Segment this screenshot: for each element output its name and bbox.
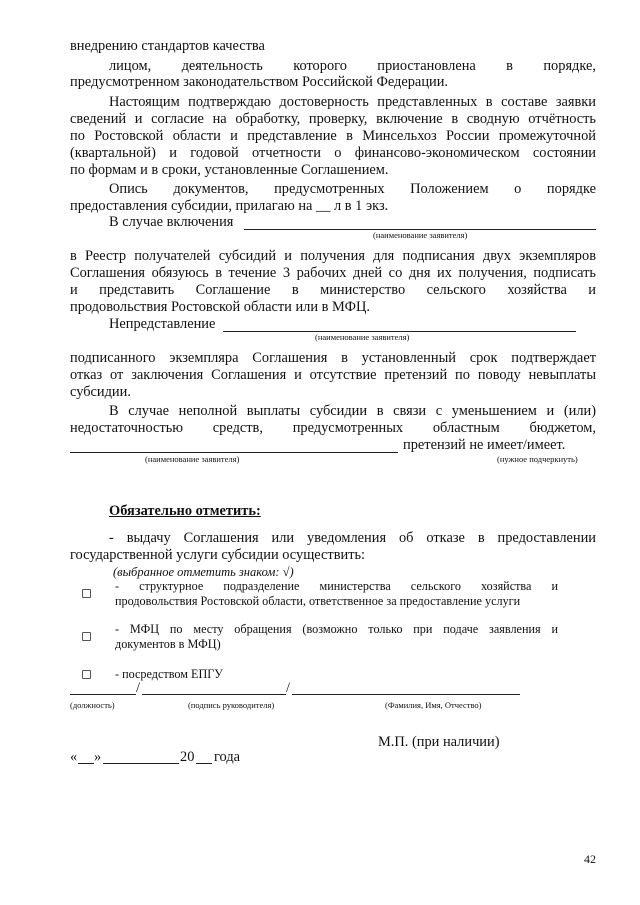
date-year-field[interactable] xyxy=(196,763,212,764)
text-line: продовольствия Ростовской области или в МФЦ. xyxy=(70,299,371,315)
text-line: Непредставление xyxy=(109,316,216,332)
text-line: по Ростовской области и представление в Минсельхоз России промежуточной xyxy=(70,128,596,144)
date-month-field[interactable] xyxy=(103,763,179,764)
section-heading: Обязательно отметить: xyxy=(109,503,261,519)
date-day-field[interactable] xyxy=(78,763,94,764)
separator: / xyxy=(286,680,290,696)
text-line: в Реестр получателей субсидий и получения для подписания двух экземпляров xyxy=(70,248,596,264)
text-line: (квартальной) и годовой отчетности о финансово-экономическом состоянии xyxy=(70,145,596,161)
text-line: Опись документов, предусмотренных Положением о порядке xyxy=(109,181,596,197)
date-year-word: года xyxy=(214,749,241,765)
text-line: предусмотренном законодательством Российской Федерации. xyxy=(70,74,449,90)
field-caption: (Фамилия, Имя, Отчество) xyxy=(385,700,482,710)
text-line: Соглашения обязуюсь в течение 3 рабочих дней со дня их получения, подписать xyxy=(70,265,596,281)
text-line: В случае включения xyxy=(109,214,234,230)
text-line: сведений и согласие на обработку, проверку, включение в сводную отчётность xyxy=(70,111,596,127)
position-field[interactable] xyxy=(70,694,136,695)
text-line: недостаточностью средств, предусмотренных областным бюджетом, xyxy=(70,420,596,436)
field-caption: (наименование заявителя) xyxy=(145,454,240,464)
text-line: государственной услуги субсидии осуществить: xyxy=(70,547,366,563)
page-number: 42 xyxy=(584,852,596,866)
option-label: продовольствия Ростовской области, ответственное за предоставление услуги xyxy=(115,594,521,608)
stamp-label: М.П. (при наличии) xyxy=(378,734,500,750)
text-line: Настоящим подтверждаю достоверность представленных в составе заявки xyxy=(109,94,596,110)
checkbox-structural-unit[interactable] xyxy=(82,589,91,598)
text-line: претензий не имеет/имеет. xyxy=(403,437,566,453)
option-label: - структурное подразделение министерства сельского хозяйства и xyxy=(115,579,558,593)
separator: / xyxy=(136,680,140,696)
text-line: В случае неполной выплаты субсидии в связи с уменьшением и (или) xyxy=(109,403,596,419)
date-century: 20 xyxy=(180,749,195,765)
option-label: - посредством ЕПГУ xyxy=(115,667,223,681)
checkbox-epgu[interactable] xyxy=(82,670,91,679)
text-line: предоставления субсидии, прилагаю на __ л в 1 экз. xyxy=(70,198,389,214)
field-caption: (подпись руководителя) xyxy=(188,700,275,710)
field-caption: (наименование заявителя) xyxy=(373,230,468,240)
date-quote-close: » xyxy=(94,749,102,765)
field-caption: (нужное подчеркнуть) xyxy=(497,454,578,464)
checkbox-mfc[interactable] xyxy=(82,632,91,641)
text-line: подписанного экземпляра Соглашения в установленный срок подтверждает xyxy=(70,350,596,366)
text-line: внедрению стандартов качества xyxy=(70,38,265,54)
applicant-name-field[interactable] xyxy=(70,452,398,453)
option-label: документов в МФЦ) xyxy=(115,637,221,651)
text-line: и представить Соглашение в министерство сельского хозяйства и xyxy=(70,282,596,298)
text-line: лицом, деятельность которого приостановлена в порядке, xyxy=(109,58,596,74)
full-name-field[interactable] xyxy=(292,694,520,695)
text-line: субсидии. xyxy=(70,384,131,400)
date-quote-open: « xyxy=(70,749,78,765)
option-label: - МФЦ по месту обращения (возможно только при подаче заявления и xyxy=(115,622,558,636)
field-caption: (должность) xyxy=(70,700,115,710)
text-line: по формам и в сроки, установленные Соглашением. xyxy=(70,162,389,178)
hint-text: (выбранное отметить знаком: √) xyxy=(113,565,294,579)
signature-field[interactable] xyxy=(142,694,286,695)
text-line: - выдачу Соглашения или уведомления об отказе в предоставлении xyxy=(109,530,596,546)
text-line: отказ от заключения Соглашения и отсутствие претензий по поводу невыплаты xyxy=(70,367,596,383)
field-caption: (наименование заявителя) xyxy=(315,332,410,342)
